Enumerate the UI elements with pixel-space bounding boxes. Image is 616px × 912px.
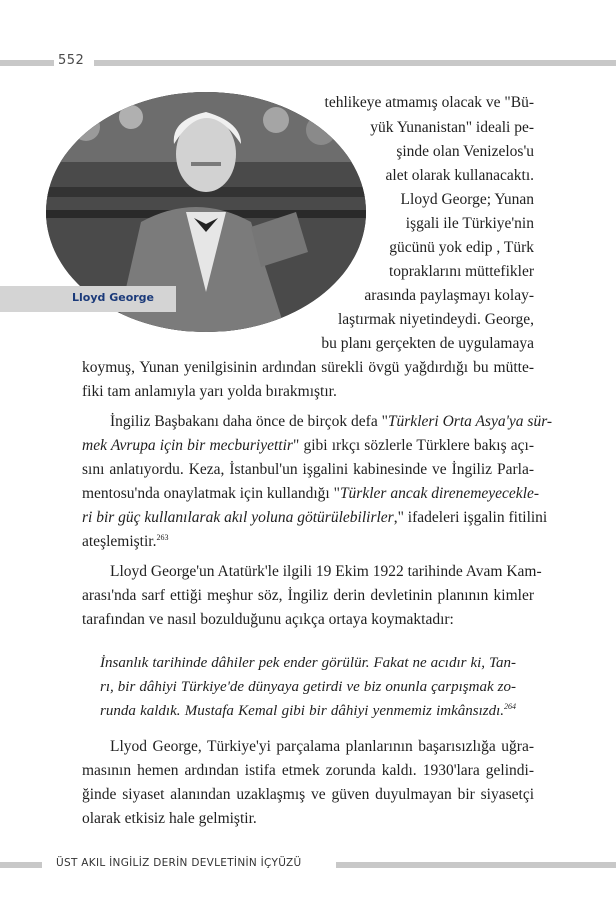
- quote-line: rı, bir dâhiyi Türkiye'de dünyaya getirdi ve biz onunla çarpışmak zo-: [100, 679, 516, 695]
- photo-caption: Lloyd George: [72, 291, 155, 304]
- text-line: topraklarını müttefikler: [388, 263, 534, 280]
- text-line: şinde olan Venizelos'u: [396, 143, 534, 160]
- header-rule-left: [0, 60, 54, 66]
- book-title: ÜST AKIL İNGİLİZ DERİN DEVLETİNİN İÇYÜZÜ: [56, 857, 302, 869]
- text-line: arasında paylaşmayı kolay-: [364, 287, 534, 304]
- text-line: alet olarak kullanacaktı.: [385, 167, 534, 184]
- footnote-ref: 264: [504, 702, 516, 711]
- quote-line: runda kaldık. Mustafa Kemal gibi bir dâhiyi yenmemiz imkânsızdı.$^{264}$: [100, 702, 516, 719]
- text-line: bu planı gerçekten de uygulamaya: [321, 335, 534, 352]
- quote-line: İnsanlık tarihinde dâhiler pek ender görülür. Fakat ne acıdır ki, Tan-: [100, 655, 516, 671]
- header-rule-right: [94, 60, 616, 66]
- footer-rule-left: [0, 862, 42, 868]
- text-line: mek Avrupa için bir mecburiyettir" gibi ırkçı sözlerle Türklere bakış açı-: [82, 437, 535, 454]
- text-line: İngiliz Başbakanı daha önce de birçok defa "Türkleri Orta Asya'ya sür-: [110, 413, 553, 430]
- text-line: Lloyd George; Yunan: [400, 191, 534, 208]
- text-line: fiki tam anlamıyla yarı yolda bırakmıştır.: [82, 383, 337, 400]
- text-line: mentosu'nda onaylatmak için kullandığı "Türkler ancak direnemeyecekle-: [82, 485, 540, 502]
- text-line: yük Yunanistan" ideali pe-: [370, 119, 534, 136]
- text-line: Lloyd George'un Atatürk'le ilgili 19 Ekim 1922 tarihinde Avam Kam-: [110, 563, 542, 580]
- text-line: olarak etkisiz hale gelmiştir.: [82, 810, 257, 827]
- text-line: laştırmak niyetindeydi. George,: [338, 311, 534, 328]
- text-line: ğinde siyaset alanından uzaklaşmış ve güven duyulmayan bir siyasetçi: [82, 786, 534, 803]
- text-line: gücünü yok edip , Türk: [389, 239, 534, 256]
- text-line: Llyod George, Türkiye'yi parçalama planlarının başarısızlığa uğra-: [110, 738, 534, 755]
- text-line: ri bir güç kullanılarak akıl yoluna götürülebilirler," ifadeleri işgalin fitilini: [82, 509, 548, 526]
- text-line: koymuş, Yunan yenilgisinin ardından sürekli övgü yağdırdığı bu mütte-: [82, 359, 534, 376]
- text-line: arası'nda sarf ettiği meşhur söz, İngiliz derin devletinin planının kimler: [82, 587, 534, 604]
- footnote-ref: 263: [156, 532, 169, 542]
- text-line: işgali ile Türkiye'nin: [405, 215, 534, 232]
- page-number: 552: [58, 53, 85, 68]
- text-line: ateşlemiştir.$^{263}$: [82, 532, 169, 550]
- text-line: masının hemen ardından istifa etmek zorunda kaldı. 1930'lara gelindi-: [82, 762, 534, 779]
- text-line: tehlikeye atmamış olacak ve "Bü-: [324, 94, 534, 111]
- footer-rule-right: [336, 862, 616, 868]
- text-line: sını anlatıyordu. Keza, İstanbul'un işgalini kabinesinde ve İngiliz Parla-: [82, 461, 534, 478]
- text-line: tarafından ve nasıl bozulduğunu açıkça ortaya koymaktadır:: [82, 611, 454, 628]
